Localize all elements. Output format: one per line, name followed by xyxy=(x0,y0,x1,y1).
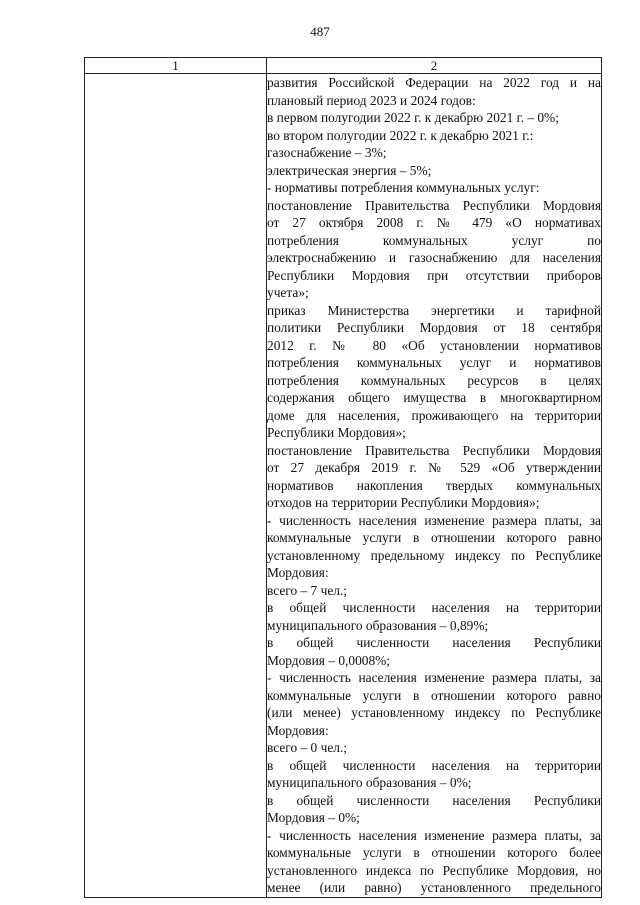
page-number: 487 xyxy=(310,24,330,39)
text-line: политики Республики Мордовия от 18 сентября xyxy=(267,320,601,335)
text-line: коммунальные услуги в отношении которого равно xyxy=(267,530,601,545)
text-line: менее (или равно) установленного предельного xyxy=(267,880,601,895)
text-line: всего – 0 чел.; xyxy=(267,740,348,755)
text-line: постановление Правительства Республики Мордовия xyxy=(267,442,601,458)
text-line: от 27 декабря 2019 г. № 529 «Об утверждении xyxy=(267,460,601,475)
text-line: плановый период 2023 и 2024 годов: xyxy=(267,92,476,108)
column-header-2: 2 xyxy=(267,58,602,74)
text-line: содержания общего имущества в многоквартирном xyxy=(267,390,601,405)
text-line: отходов на территории Республики Мордовия»; xyxy=(267,495,540,510)
text-line: муниципального образования – 0,89%; xyxy=(267,617,489,633)
text-line: в первом полугодии 2022 г. к декабрю 2021 г. – 0%; xyxy=(267,110,559,125)
table-header-row xyxy=(85,58,602,74)
text-line: в общей численности населения Республики xyxy=(267,635,601,650)
text-line: газоснабжение – 3%; xyxy=(267,145,387,160)
text-line: потребления коммунальных услуг по xyxy=(267,232,601,248)
text-line: во втором полугодии 2022 г. к декабрю 2021 г.: xyxy=(267,127,534,143)
text-line: постановление Правительства Республики Мордовия xyxy=(267,197,601,213)
text-line: доме для населения, проживающего на территории xyxy=(267,407,601,423)
text-line: учета»; xyxy=(267,285,309,300)
text-line: развития Российской Федерации на 2022 год и на xyxy=(267,75,601,90)
text-line: - численность населения изменение размера платы, за xyxy=(267,670,601,685)
text-line: потребления коммунальных услуг и нормативов xyxy=(267,355,601,370)
text-line: установленному предельному индексу по Республике xyxy=(267,547,601,563)
text-line: нормативов накопления твердых коммунальных xyxy=(267,477,601,493)
text-line: от 27 октября 2008 г. № 479 «О нормативах xyxy=(267,215,601,230)
text-line: электроснабжению и газоснабжению для населения xyxy=(267,250,601,265)
text-line: - численность населения изменение размера платы, за xyxy=(267,512,601,528)
column-2-cell xyxy=(267,74,602,898)
text-line: Мордовия: xyxy=(267,722,329,738)
text-line: муниципального образования – 0%; xyxy=(267,775,472,790)
table-row xyxy=(85,74,602,898)
text-line: Республики Мордовия при отсутствии приборов xyxy=(267,267,601,283)
text-line: (или менее) установленному индексу по Республике xyxy=(267,705,601,720)
text-line: Республики Мордовия»; xyxy=(267,425,406,440)
text-line: Мордовия: xyxy=(267,565,329,580)
text-line: потребления коммунальных ресурсов в целях xyxy=(267,372,601,388)
text-lines xyxy=(267,74,601,897)
text-line: электрическая энергия – 5%; xyxy=(267,162,432,178)
text-line: всего – 7 чел.; xyxy=(267,582,348,598)
text-line: приказ Министерства энергетики и тарифной xyxy=(267,302,601,318)
text-line: коммунальные услуги в отношении которого равно xyxy=(267,687,601,703)
text-line: коммунальные услуги в отношении которого более xyxy=(267,845,601,860)
document-table xyxy=(84,57,602,898)
column-1-cell xyxy=(85,74,267,898)
text-line: Мордовия – 0,0008%; xyxy=(267,652,391,668)
text-line: Мордовия – 0%; xyxy=(267,810,360,825)
text-line: 2012 г. № 80 «Об установлении нормативов xyxy=(267,337,601,353)
text-line: в общей численности населения на территории xyxy=(267,600,601,615)
text-line: установленного индекса по Республике Мордовия, но xyxy=(267,862,601,878)
text-line: - численность населения изменение размера платы, за xyxy=(267,827,601,843)
text-line: - нормативы потребления коммунальных услуг: xyxy=(267,180,540,195)
column-header-1: 1 xyxy=(85,58,267,74)
text-line: в общей численности населения Республики xyxy=(267,792,601,808)
text-line: в общей численности населения на территории xyxy=(267,757,601,773)
